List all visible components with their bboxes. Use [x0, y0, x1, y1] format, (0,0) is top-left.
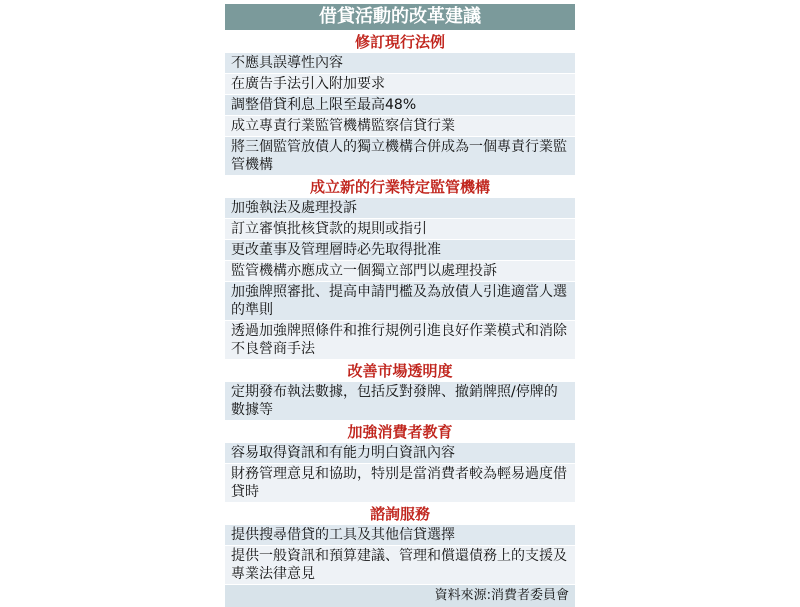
section-heading: 成立新的行業特定監管機構 [225, 176, 575, 198]
recommendations-panel [225, 4, 575, 607]
list-item: 監管機構亦應成立一個獨立部門以處理投訴 [225, 261, 575, 281]
list-item: 在廣告手法引入附加要求 [225, 74, 575, 94]
list-item: 訂立審慎批核貸款的規則或指引 [225, 219, 575, 239]
list-item: 調整借貸利息上限至最高48% [225, 95, 575, 115]
sections-container [225, 31, 575, 584]
section-heading: 諮詢服務 [225, 503, 575, 525]
panel-title: 借貸活動的改革建議 [225, 4, 575, 30]
section-heading: 修訂現行法例 [225, 31, 575, 53]
list-item: 將三個監管放債人的獨立機構合併成為一個專責行業監管機構 [225, 137, 575, 175]
list-item: 成立專責行業監管機構監察信貸行業 [225, 116, 575, 136]
list-item: 容易取得資訊和有能力明白資訊內容 [225, 443, 575, 463]
list-item: 定期發布執法數據，包括反對發牌、撤銷牌照/停牌的數據等 [225, 382, 575, 420]
list-item: 提供一般資訊和預算建議、管理和償還債務上的支援及專業法律意見 [225, 546, 575, 584]
list-item: 提供搜尋借貸的工具及其他信貸選擇 [225, 525, 575, 545]
list-item: 加強牌照審批、提高申請門檻及為放債人引進適當人選的準則 [225, 282, 575, 320]
section-heading: 加強消費者教育 [225, 421, 575, 443]
section-heading: 改善市場透明度 [225, 360, 575, 382]
list-item: 透過加強牌照條件和推行規例引進良好作業模式和消除不良營商手法 [225, 321, 575, 359]
list-item: 更改董事及管理層時必先取得批准 [225, 240, 575, 260]
list-item: 不應具誤導性內容 [225, 53, 575, 73]
list-item: 加強執法及處理投訴 [225, 198, 575, 218]
source-note: 資料來源:消費者委員會 [225, 585, 575, 607]
list-item: 財務管理意見和協助，特別是當消費者較為輕易過度借貸時 [225, 464, 575, 502]
